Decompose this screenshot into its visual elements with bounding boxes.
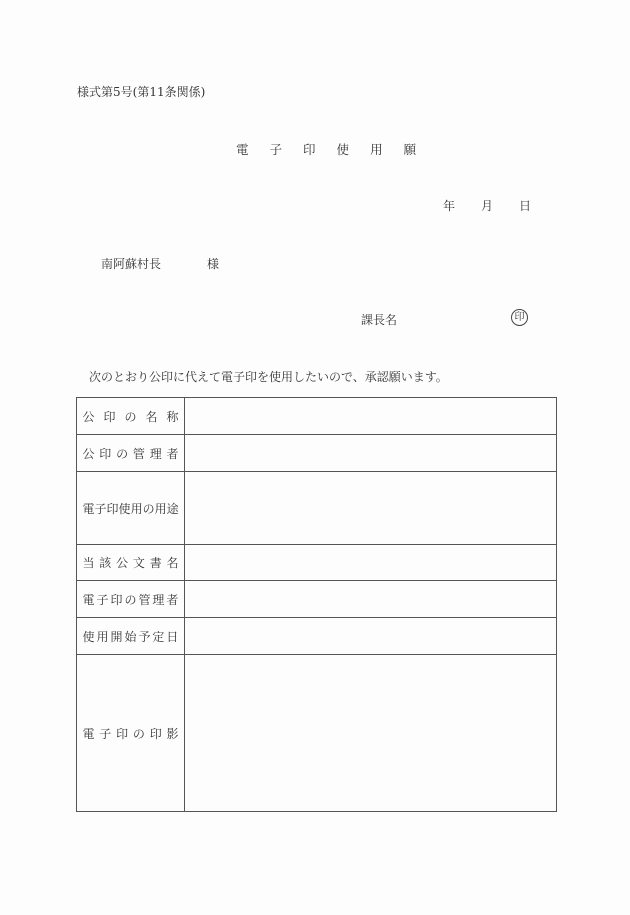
row-label-char: 公 [82, 409, 95, 424]
row-label-char: 理 [149, 446, 162, 461]
date-day-label: 日 [519, 199, 532, 213]
row-label-char: 使 [82, 629, 95, 644]
form-number: 様式第5号(第11条関係) [77, 85, 206, 99]
row-label-char: 用 [130, 501, 143, 516]
row-label [77, 618, 185, 655]
table-row [77, 618, 557, 655]
row-label-char: 開 [110, 629, 123, 644]
addressee-honorific: 様 [207, 257, 220, 271]
row-label-char: 名 [166, 556, 179, 570]
row-label-char: 定 [152, 629, 165, 644]
row-label-char: 電 [82, 592, 95, 607]
row-label [77, 655, 185, 812]
title-char: 印 [303, 142, 316, 157]
row-label-char: の [124, 409, 137, 424]
date-line [443, 197, 531, 214]
row-label-char: 印 [103, 409, 116, 424]
table-row [77, 435, 557, 472]
row-label-char: 用 [96, 629, 109, 644]
title-char: 願 [403, 142, 417, 157]
row-label-char: 書 [149, 556, 162, 570]
table-row [77, 545, 557, 581]
intro-text: 次のとおり公印に代えて電子印を使用したいので、承認願います。 [89, 370, 448, 384]
row-label-char: 印 [106, 501, 119, 516]
row-label-char: 用 [154, 501, 167, 516]
row-label-char: 印 [116, 726, 129, 741]
date-month-label: 月 [481, 199, 494, 213]
row-label-char: 子 [99, 726, 112, 741]
row-label [77, 581, 185, 618]
document-title [236, 140, 416, 158]
title-char: 用 [370, 142, 383, 157]
row-label-char: 印 [99, 446, 112, 461]
row-label-char: 使 [118, 501, 131, 516]
row-label-char: 該 [99, 556, 112, 570]
applicant-label: 課長名 [361, 313, 398, 327]
row-label-char: 者 [166, 592, 179, 607]
row-label-char: 者 [166, 446, 179, 461]
row-value-field[interactable] [185, 581, 557, 618]
row-label-char: 日 [166, 629, 179, 644]
table-row [77, 398, 557, 435]
row-label-char: 文 [132, 556, 145, 570]
application-table [76, 397, 557, 812]
row-label-char: 子 [94, 501, 107, 516]
row-value-field[interactable] [185, 618, 557, 655]
row-label-char: 印 [110, 592, 123, 607]
row-label-char: 印 [149, 726, 162, 741]
row-label [77, 398, 185, 435]
date-year-label: 年 [443, 199, 456, 213]
row-label-char: の [142, 501, 155, 516]
row-label-char: 予 [138, 629, 151, 644]
row-value-field[interactable] [185, 545, 557, 581]
row-label-char: の [132, 726, 145, 741]
row-value-field[interactable] [185, 472, 557, 545]
row-label [77, 472, 185, 545]
row-label-char: 途 [166, 501, 179, 516]
row-value-field[interactable] [185, 655, 557, 812]
row-label-char: 管 [138, 592, 151, 607]
table-row [77, 581, 557, 618]
table-row [77, 472, 557, 545]
row-label-char: 管 [132, 446, 145, 461]
row-label-char: の [124, 592, 137, 607]
addressee-name: 南阿蘇村長 [101, 257, 162, 271]
row-label-char: 当 [82, 556, 95, 570]
row-label-char: 理 [152, 592, 165, 607]
row-label [77, 435, 185, 472]
title-char: 子 [269, 142, 283, 157]
row-label-char: の [116, 446, 129, 461]
table-row [77, 655, 557, 812]
seal-icon: 印 [511, 309, 528, 326]
row-label-char: 電 [82, 501, 95, 516]
row-value-field[interactable] [185, 398, 557, 435]
title-char: 電 [236, 142, 249, 157]
row-label [77, 545, 185, 581]
row-label-char: 影 [166, 726, 179, 741]
row-label-char: 公 [116, 556, 129, 570]
title-char: 使 [336, 142, 350, 157]
row-label-char: 子 [96, 592, 109, 607]
row-label-char: 称 [166, 409, 179, 424]
row-label-char: 公 [82, 446, 95, 461]
row-label-char: 始 [124, 629, 137, 644]
row-label-char: 電 [82, 726, 95, 741]
row-value-field[interactable] [185, 435, 557, 472]
row-label-char: 名 [145, 409, 158, 424]
